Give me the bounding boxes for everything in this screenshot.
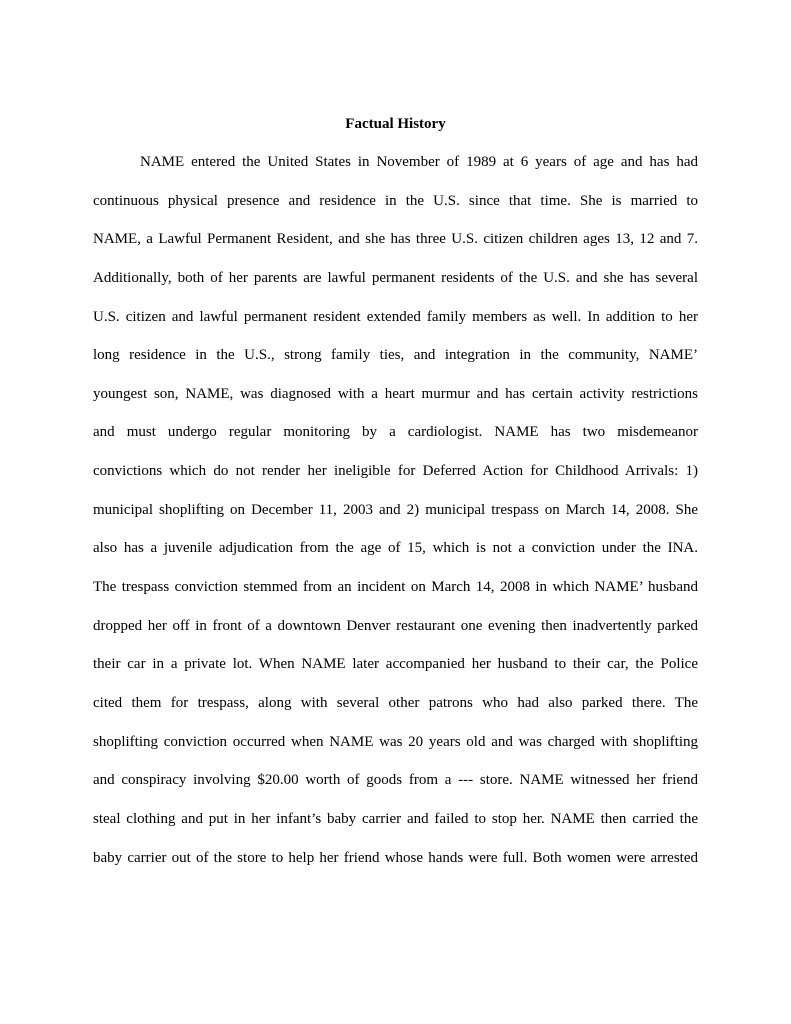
text-line: municipal shoplifting on December 11, 2003 and 2) municipal trespass on March 14, 2008. She: [93, 501, 698, 518]
text-line: U.S. citizen and lawful permanent resident extended family members as well. In addition to her: [93, 308, 698, 325]
text-line: baby carrier out of the store to help her friend whose hands were full. Both women were arrested: [93, 849, 698, 866]
text-line: long residence in the U.S., strong family ties, and integration in the community, NAME’: [93, 347, 698, 364]
text-line: and conspiracy involving $20.00 worth of goods from a --- store. NAME witnessed her friend: [93, 772, 698, 789]
text-line: dropped her off in front of a downtown Denver restaurant one evening then inadvertently parked: [93, 617, 698, 634]
body-paragraph: [93, 150, 698, 884]
text-line: their car in a private lot. When NAME later accompanied her husband to their car, the Police: [93, 656, 698, 673]
text-line: cited them for trespass, along with several other patrons who had also parked there. The: [93, 694, 698, 711]
page-title: Factual History: [345, 116, 446, 132]
text-line: also has a juvenile adjudication from the age of 15, which is not a conviction under the INA.: [93, 540, 698, 557]
text-line: Additionally, both of her parents are lawful permanent residents of the U.S. and she has several: [93, 269, 698, 286]
text-line: and must undergo regular monitoring by a cardiologist. NAME has two misdemeanor: [93, 424, 698, 441]
text-line: continuous physical presence and residence in the U.S. since that time. She is married to: [93, 192, 698, 209]
text-line: The trespass conviction stemmed from an incident on March 14, 2008 in which NAME’ husband: [93, 579, 698, 596]
text-line: steal clothing and put in her infant’s baby carrier and failed to stop her. NAME then carried the: [93, 810, 698, 827]
text-line: convictions which do not render her ineligible for Deferred Action for Childhood Arrivals: 1): [93, 463, 698, 480]
text-line: youngest son, NAME, was diagnosed with a heart murmur and has certain activity restrictions: [93, 385, 698, 402]
text-line: NAME entered the United States in November of 1989 at 6 years of age and has had: [140, 154, 698, 170]
text-line: NAME, a Lawful Permanent Resident, and she has three U.S. citizen children ages 13, 12 and 7.: [93, 231, 698, 248]
text-line: shoplifting conviction occurred when NAME was 20 years old and was charged with shoplifting: [93, 733, 698, 750]
